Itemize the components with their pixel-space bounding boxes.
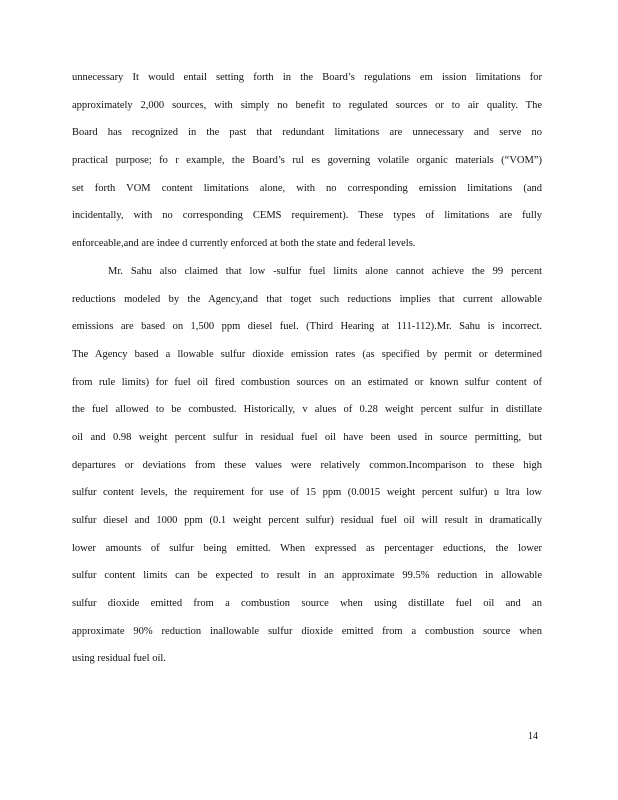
text-line: emissions are based on 1,500 ppm diesel fuel. (Third Hearing at 111-112).Mr. Sahu is incorrect. xyxy=(72,321,542,333)
paragraph-1 xyxy=(72,68,542,262)
text-line: sulfur content levels, the requirement for use of 15 ppm (0.0015 weight percent sulfur) u ltra low xyxy=(72,487,542,499)
text-line: Board has recognized in the past that redundant limitations are unnecessary and serve no xyxy=(72,127,542,139)
text-line: lower amounts of sulfur being emitted. When expressed as percentager eductions, the lower xyxy=(72,542,542,554)
text-line: sulfur content limits can be expected to result in an approximate 99.5% reduction in allowable xyxy=(72,570,542,582)
text-line: reductions modeled by the Agency,and that toget such reductions implies that current allowable xyxy=(72,293,542,305)
text-line: using residual fuel oil. xyxy=(72,653,166,665)
text-line: departures or deviations from these values were relatively common.Incomparison to these high xyxy=(72,459,542,471)
text-line: unnecessary It would entail setting forth in the Board’s regulations em ission limitations for xyxy=(72,72,542,83)
text-line: incidentally, with no corresponding CEMS requirement). These types of limitations are fully xyxy=(72,210,542,222)
text-line: set forth VOM content limitations alone, with no corresponding emission limitations (and xyxy=(72,182,542,194)
text-line: the fuel allowed to be combusted. Historically, v alues of 0.28 weight percent sulfur in distillate xyxy=(72,404,542,416)
text-line: approximately 2,000 sources, with simply no benefit to regulated sources or to air quality. The xyxy=(72,99,542,111)
text-line: oil and 0.98 weight percent sulfur in residual fuel oil have been used in source permitting, but xyxy=(72,431,542,443)
text-line: sulfur diesel and 1000 ppm (0.1 weight percent sulfur) residual fuel oil will result in dramatically xyxy=(72,515,542,526)
body-text xyxy=(72,68,542,677)
text-line: enforceable,and are indee d currently enforced at both the state and federal levels. xyxy=(72,238,416,250)
text-line: sulfur dioxide emitted from a combustion source when using distillate fuel oil and an xyxy=(72,598,542,610)
page-number: 14 xyxy=(528,731,538,742)
text-line: approximate 90% reduction inallowable sulfur dioxide emitted from a combustion source when xyxy=(72,625,542,637)
text-line: practical purpose; fo r example, the Board’s rul es governing volatile organic materials (“VOM”) xyxy=(72,155,542,167)
paragraph-2 xyxy=(72,262,542,677)
text-line: The Agency based a llowable sulfur dioxide emission rates (as specified by permit or determined xyxy=(72,348,542,360)
text-line: Mr. Sahu also claimed that low -sulfur fuel limits alone cannot achieve the 99 percent xyxy=(108,265,542,277)
text-line: from rule limits) for fuel oil fired combustion sources on an estimated or known sulfur content of xyxy=(72,376,542,388)
